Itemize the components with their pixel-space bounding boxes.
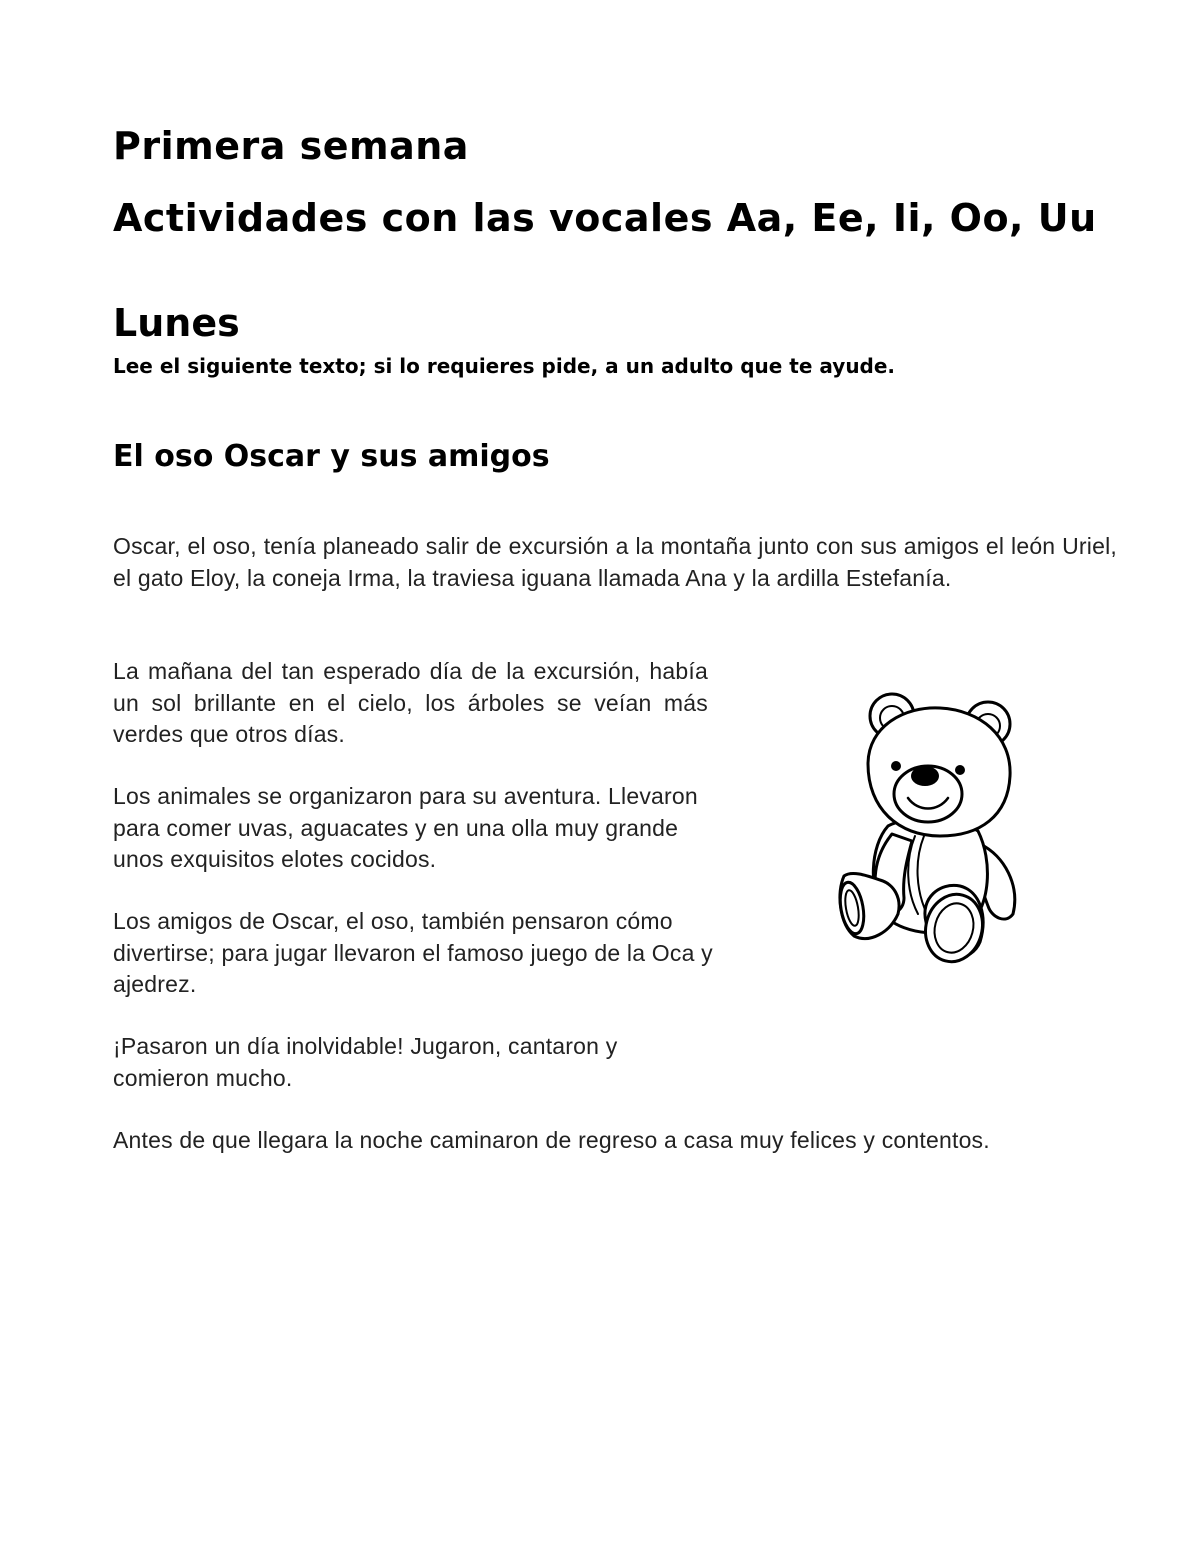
week-title: Primera semana — [113, 124, 469, 168]
day-heading: Lunes — [113, 301, 240, 345]
story-title: El oso Oscar y sus amigos — [113, 439, 550, 474]
story-paragraph: Antes de que llegara la noche caminaron de regreso a casa muy felices y contentos. — [113, 1127, 990, 1153]
activity-title: Actividades con las vocales Aa, Ee, Ii, Oo, Uu — [113, 196, 1097, 240]
story-paragraph: La mañana del tan esperado día de la excursión, había un sol brillante en el cielo, los árboles se veían más verdes que otros días. — [113, 658, 708, 747]
reading-instruction: Lee el siguiente texto; si lo requieres pide, a un adulto que te ayude. — [113, 354, 896, 378]
story-paragraph: Los amigos de Oscar, el oso, también pensaron cómo divertirse; para jugar llevaron el famoso juego de la Oca y ajedrez. — [113, 908, 713, 997]
story-paragraph: Los animales se organizaron para su aventura. Llevaron para comer uvas, aguacates y en una olla muy grande unos exquisitos elotes cocidos. — [113, 783, 698, 872]
story-paragraph: Oscar, el oso, tenía planeado salir de excursión a la montaña junto con sus amigos el león Uriel, el gato Eloy, la coneja Irma, la traviesa iguana llamada Ana y la ardilla Estefanía. — [113, 533, 1117, 591]
story-paragraph: ¡Pasaron un día inolvidable! Jugaron, cantaron y comieron mucho. — [113, 1033, 618, 1091]
teddy-bear-icon — [830, 686, 1030, 970]
